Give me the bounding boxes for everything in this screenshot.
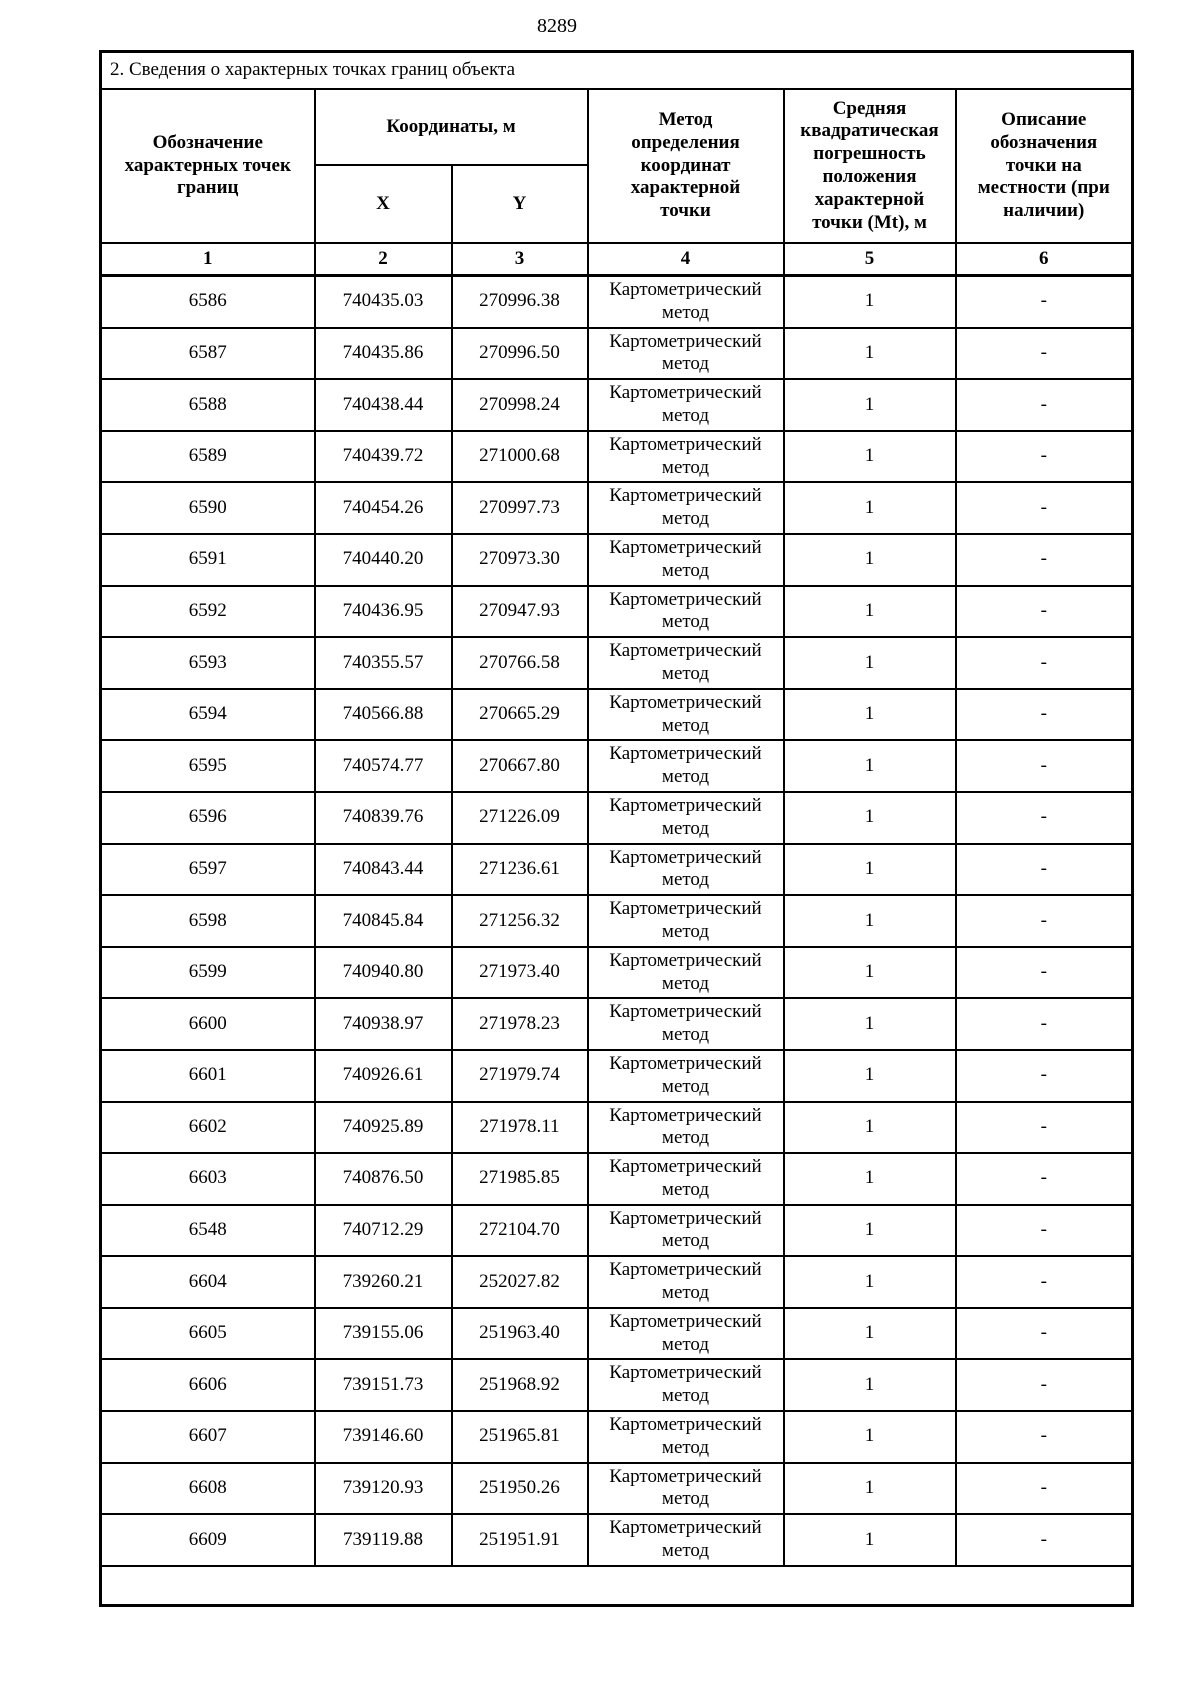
y-coordinate-cell: 271978.23 [452,998,588,1050]
method-cell: Картометрический метод [588,1102,784,1154]
method-cell: Картометрический метод [588,328,784,380]
point-id-cell: 6602 [101,1102,315,1154]
y-coordinate-cell: 271979.74 [452,1050,588,1102]
table-row [101,792,1133,844]
point-id-cell: 6596 [101,792,315,844]
x-coordinate-cell: 740436.95 [315,586,452,638]
section-title: 2. Сведения о характерных точках границ объекта [101,52,1133,90]
table-row [101,1205,1133,1257]
column-number-3: 3 [452,243,588,276]
x-coordinate-cell: 740843.44 [315,844,452,896]
method-cell: Картометрический метод [588,895,784,947]
boundary-points-table [99,50,1134,1607]
x-coordinate-cell: 739260.21 [315,1256,452,1308]
method-cell: Картометрический метод [588,1308,784,1360]
x-coordinate-cell: 740355.57 [315,637,452,689]
mt-error-cell: 1 [784,998,956,1050]
mt-error-cell: 1 [784,947,956,999]
x-coordinate-cell: 740440.20 [315,534,452,586]
mt-error-cell: 1 [784,1050,956,1102]
method-cell: Картометрический метод [588,844,784,896]
mt-error-cell: 1 [784,586,956,638]
column-number-1: 1 [101,243,315,276]
mt-error-cell: 1 [784,482,956,534]
y-coordinate-cell: 251950.26 [452,1463,588,1515]
table-row [101,1050,1133,1102]
table-row [101,947,1133,999]
mt-error-cell: 1 [784,1256,956,1308]
method-cell: Картометрический метод [588,482,784,534]
table-row [101,1102,1133,1154]
x-coordinate-cell: 739151.73 [315,1359,452,1411]
point-id-cell: 6609 [101,1514,315,1566]
empty-bottom-row [101,1566,1133,1606]
method-cell: Картометрический метод [588,379,784,431]
method-cell: Картометрический метод [588,534,784,586]
table-row [101,1256,1133,1308]
point-id-cell: 6598 [101,895,315,947]
x-coordinate-cell: 740566.88 [315,689,452,741]
page-number: 8289 [537,15,577,37]
description-cell: - [956,637,1133,689]
method-cell: Картометрический метод [588,1050,784,1102]
method-cell: Картометрический метод [588,998,784,1050]
description-cell: - [956,1050,1133,1102]
description-cell: - [956,1514,1133,1566]
mt-error-cell: 1 [784,431,956,483]
mt-error-cell: 1 [784,792,956,844]
x-coordinate-cell: 740439.72 [315,431,452,483]
description-cell: - [956,534,1133,586]
mt-error-cell: 1 [784,1514,956,1566]
x-coordinate-cell: 740925.89 [315,1102,452,1154]
method-cell: Картометрический метод [588,1411,784,1463]
x-coordinate-cell: 740712.29 [315,1205,452,1257]
point-id-cell: 6593 [101,637,315,689]
point-id-cell: 6594 [101,689,315,741]
y-coordinate-cell: 271000.68 [452,431,588,483]
table-body [101,276,1133,1566]
y-coordinate-cell: 271256.32 [452,895,588,947]
point-id-cell: 6601 [101,1050,315,1102]
description-cell: - [956,1411,1133,1463]
table-row [101,431,1133,483]
x-coordinate-cell: 740435.86 [315,328,452,380]
method-cell: Картометрический метод [588,689,784,741]
y-coordinate-cell: 271236.61 [452,844,588,896]
y-coordinate-cell: 270766.58 [452,637,588,689]
y-coordinate-cell: 270665.29 [452,689,588,741]
x-coordinate-cell: 740435.03 [315,276,452,328]
x-coordinate-cell: 739119.88 [315,1514,452,1566]
description-cell: - [956,431,1133,483]
y-coordinate-cell: 252027.82 [452,1256,588,1308]
mt-error-cell: 1 [784,844,956,896]
method-cell: Картометрический метод [588,1153,784,1205]
mt-error-cell: 1 [784,637,956,689]
point-id-cell: 6586 [101,276,315,328]
x-coordinate-cell: 739146.60 [315,1411,452,1463]
point-id-cell: 6599 [101,947,315,999]
mt-error-cell: 1 [784,1205,956,1257]
section-title-row [101,52,1133,90]
description-cell: - [956,844,1133,896]
description-cell: - [956,1359,1133,1411]
table-row [101,586,1133,638]
table-row [101,895,1133,947]
description-cell: - [956,328,1133,380]
x-coordinate-cell: 739120.93 [315,1463,452,1515]
y-coordinate-cell: 270996.38 [452,276,588,328]
y-coordinate-cell: 251965.81 [452,1411,588,1463]
mt-error-cell: 1 [784,534,956,586]
description-header: Описание обозначения точки на местности (при наличии) [956,89,1133,243]
point-id-cell: 6607 [101,1411,315,1463]
table-row [101,689,1133,741]
empty-cell [101,1566,1133,1606]
mt-error-cell: 1 [784,328,956,380]
method-cell: Картометрический метод [588,1205,784,1257]
column-numbers-row [101,243,1133,276]
table-row [101,1359,1133,1411]
y-coordinate-cell: 270973.30 [452,534,588,586]
mt-error-cell: 1 [784,1153,956,1205]
table-footer [101,1566,1133,1606]
description-cell: - [956,1153,1133,1205]
description-cell: - [956,947,1133,999]
table-row [101,1153,1133,1205]
mt-error-cell: 1 [784,276,956,328]
description-cell: - [956,379,1133,431]
point-id-cell: 6592 [101,586,315,638]
description-cell: - [956,482,1133,534]
description-cell: - [956,586,1133,638]
mt-error-cell: 1 [784,1359,956,1411]
table-row [101,1463,1133,1515]
x-coordinate-cell: 740938.97 [315,998,452,1050]
x-coordinate-cell: 740438.44 [315,379,452,431]
method-cell: Картометрический метод [588,1359,784,1411]
description-cell: - [956,1205,1133,1257]
point-id-cell: 6606 [101,1359,315,1411]
description-cell: - [956,895,1133,947]
table-row [101,276,1133,328]
x-coordinate-cell: 740926.61 [315,1050,452,1102]
table-row [101,482,1133,534]
point-id-cell: 6595 [101,740,315,792]
x-column-header: X [315,165,452,243]
y-coordinate-cell: 271973.40 [452,947,588,999]
description-cell: - [956,1102,1133,1154]
point-id-cell: 6597 [101,844,315,896]
point-id-cell: 6604 [101,1256,315,1308]
column-number-5: 5 [784,243,956,276]
mt-error-cell: 1 [784,689,956,741]
point-id-cell: 6587 [101,328,315,380]
table-row [101,379,1133,431]
point-designation-header: Обозначение характерных точек границ [101,89,315,243]
method-cell: Картометрический метод [588,1514,784,1566]
point-id-cell: 6605 [101,1308,315,1360]
table-row [101,637,1133,689]
y-coordinate-cell: 270947.93 [452,586,588,638]
table-row [101,844,1133,896]
y-coordinate-cell: 272104.70 [452,1205,588,1257]
y-coordinate-cell: 251968.92 [452,1359,588,1411]
header-row-groups [101,89,1133,165]
mt-error-cell: 1 [784,1463,956,1515]
y-coordinate-cell: 271985.85 [452,1153,588,1205]
description-cell: - [956,276,1133,328]
method-cell: Картометрический метод [588,431,784,483]
table-row [101,1514,1133,1566]
column-number-6: 6 [956,243,1133,276]
point-id-cell: 6589 [101,431,315,483]
table-row [101,740,1133,792]
point-id-cell: 6590 [101,482,315,534]
table-row [101,1308,1133,1360]
method-cell: Картометрический метод [588,947,784,999]
method-cell: Картометрический метод [588,740,784,792]
y-coordinate-cell: 270997.73 [452,482,588,534]
y-coordinate-cell: 270996.50 [452,328,588,380]
y-column-header: Y [452,165,588,243]
method-cell: Картометрический метод [588,637,784,689]
mt-error-cell: 1 [784,1308,956,1360]
mt-error-cell: 1 [784,895,956,947]
description-cell: - [956,792,1133,844]
description-cell: - [956,1256,1133,1308]
y-coordinate-cell: 271978.11 [452,1102,588,1154]
y-coordinate-cell: 271226.09 [452,792,588,844]
point-id-cell: 6608 [101,1463,315,1515]
mt-error-cell: 1 [784,379,956,431]
description-cell: - [956,1308,1133,1360]
x-coordinate-cell: 740876.50 [315,1153,452,1205]
x-coordinate-cell: 739155.06 [315,1308,452,1360]
table-header [101,52,1133,276]
mt-error-cell: 1 [784,1411,956,1463]
method-header: Метод определения координат характерной точки [588,89,784,243]
point-id-cell: 6548 [101,1205,315,1257]
y-coordinate-cell: 270998.24 [452,379,588,431]
x-coordinate-cell: 740454.26 [315,482,452,534]
table-row [101,998,1133,1050]
description-cell: - [956,998,1133,1050]
method-cell: Картометрический метод [588,1256,784,1308]
column-number-4: 4 [588,243,784,276]
table-row [101,534,1133,586]
x-coordinate-cell: 740574.77 [315,740,452,792]
column-number-2: 2 [315,243,452,276]
y-coordinate-cell: 251963.40 [452,1308,588,1360]
point-id-cell: 6600 [101,998,315,1050]
x-coordinate-cell: 740839.76 [315,792,452,844]
method-cell: Картометрический метод [588,276,784,328]
method-cell: Картометрический метод [588,792,784,844]
coordinates-group-header: Координаты, м [315,89,588,165]
mt-error-header: Средняя квадратическая погрешность положения характерной точки (Mt), м [784,89,956,243]
point-id-cell: 6603 [101,1153,315,1205]
description-cell: - [956,1463,1133,1515]
y-coordinate-cell: 251951.91 [452,1514,588,1566]
y-coordinate-cell: 270667.80 [452,740,588,792]
x-coordinate-cell: 740940.80 [315,947,452,999]
description-cell: - [956,740,1133,792]
table-row [101,328,1133,380]
method-cell: Картометрический метод [588,586,784,638]
point-id-cell: 6591 [101,534,315,586]
mt-error-cell: 1 [784,740,956,792]
table-row [101,1411,1133,1463]
x-coordinate-cell: 740845.84 [315,895,452,947]
mt-error-cell: 1 [784,1102,956,1154]
point-id-cell: 6588 [101,379,315,431]
method-cell: Картометрический метод [588,1463,784,1515]
description-cell: - [956,689,1133,741]
